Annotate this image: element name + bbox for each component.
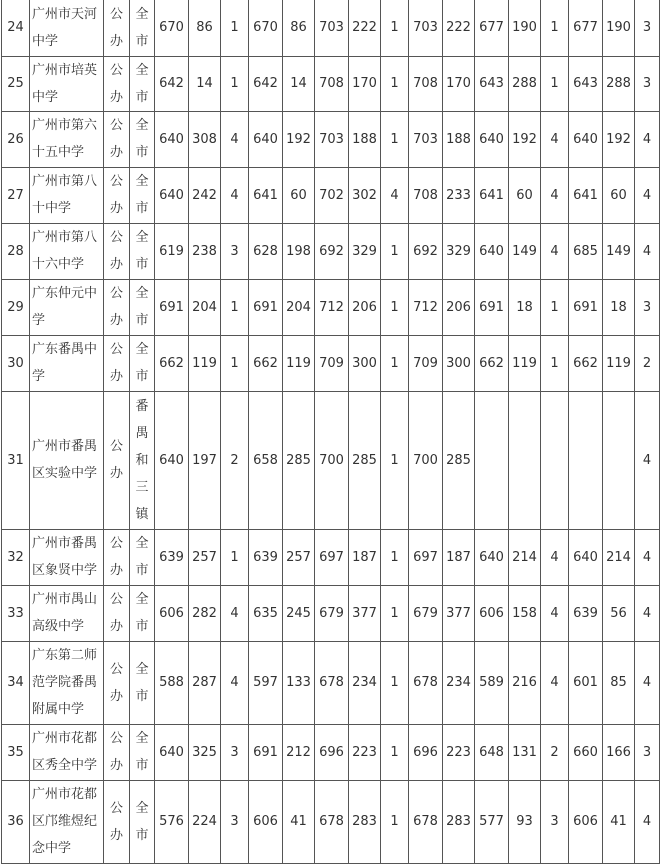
- table-row: [2, 167, 660, 223]
- score-cell: 158: [509, 585, 541, 641]
- score-cell: 119: [283, 335, 315, 391]
- school-type: 公办: [104, 223, 130, 279]
- score-cell: 4: [221, 585, 249, 641]
- score-cell: 234: [349, 641, 381, 724]
- score-cell: 86: [283, 0, 315, 56]
- score-cell: 2: [635, 335, 660, 391]
- school-name: 广州市培英中学: [30, 56, 104, 111]
- score-cell: 678: [315, 641, 349, 724]
- score-cell: 222: [349, 0, 381, 56]
- enrollment-area: 全市: [130, 223, 155, 279]
- score-cell: 606: [475, 585, 509, 641]
- score-cell: 1: [541, 0, 569, 56]
- score-cell: 287: [189, 641, 221, 724]
- score-cell: 188: [349, 111, 381, 167]
- score-cell: 60: [603, 167, 635, 223]
- score-cell: 640: [155, 391, 189, 529]
- score-cell: 670: [155, 0, 189, 56]
- score-cell: 233: [443, 167, 475, 223]
- score-cell: 1: [221, 529, 249, 585]
- score-cell: 377: [443, 585, 475, 641]
- score-cell: 642: [249, 56, 283, 111]
- score-cell: 635: [249, 585, 283, 641]
- enrollment-area: 全市: [130, 56, 155, 111]
- score-cell: 131: [509, 724, 541, 780]
- score-cell: 703: [315, 111, 349, 167]
- score-cell: 677: [569, 0, 603, 56]
- row-number: 36: [2, 780, 30, 863]
- score-cell: 285: [443, 391, 475, 529]
- score-cell: 41: [603, 780, 635, 863]
- school-name: 广州市禺山高级中学: [30, 585, 104, 641]
- admission-score-table: [1, 0, 660, 864]
- score-cell: 712: [315, 279, 349, 335]
- score-cell: 4: [541, 585, 569, 641]
- score-cell: 639: [569, 585, 603, 641]
- score-cell: 234: [443, 641, 475, 724]
- score-cell: 662: [249, 335, 283, 391]
- score-cell: 4: [541, 529, 569, 585]
- enrollment-area: 全市: [130, 585, 155, 641]
- school-type: 公办: [104, 724, 130, 780]
- enrollment-area: 全市: [130, 724, 155, 780]
- school-type: 公办: [104, 529, 130, 585]
- enrollment-area: 全市: [130, 0, 155, 56]
- score-cell: 712: [409, 279, 443, 335]
- score-cell: 660: [569, 724, 603, 780]
- score-cell: 4: [541, 167, 569, 223]
- score-cell: 238: [189, 223, 221, 279]
- score-cell: 1: [381, 335, 409, 391]
- score-cell: 190: [509, 0, 541, 56]
- table-row: [2, 529, 660, 585]
- school-name: 广州市第六十五中学: [30, 111, 104, 167]
- score-cell: 697: [315, 529, 349, 585]
- score-cell: 641: [249, 167, 283, 223]
- score-cell: 662: [569, 335, 603, 391]
- score-cell: 709: [315, 335, 349, 391]
- score-cell: 1: [381, 780, 409, 863]
- table-row: [2, 111, 660, 167]
- score-cell: 670: [249, 0, 283, 56]
- score-cell: 302: [349, 167, 381, 223]
- score-cell: 606: [249, 780, 283, 863]
- score-cell: 329: [349, 223, 381, 279]
- row-number: 27: [2, 167, 30, 223]
- row-number: 31: [2, 391, 30, 529]
- score-cell: 691: [155, 279, 189, 335]
- score-cell: [475, 391, 509, 529]
- table-row: [2, 279, 660, 335]
- score-cell: 329: [443, 223, 475, 279]
- score-cell: 4: [221, 167, 249, 223]
- table-row: [2, 335, 660, 391]
- score-cell: 188: [443, 111, 475, 167]
- row-number: 29: [2, 279, 30, 335]
- score-cell: 628: [249, 223, 283, 279]
- school-type: 公办: [104, 780, 130, 863]
- score-cell: 206: [349, 279, 381, 335]
- score-cell: 678: [315, 780, 349, 863]
- score-cell: [541, 391, 569, 529]
- enrollment-area: 全市: [130, 529, 155, 585]
- score-cell: 640: [475, 111, 509, 167]
- score-cell: 696: [315, 724, 349, 780]
- score-cell: 601: [569, 641, 603, 724]
- score-cell: 4: [635, 585, 660, 641]
- row-number: 32: [2, 529, 30, 585]
- score-cell: 149: [603, 223, 635, 279]
- score-cell: 214: [603, 529, 635, 585]
- row-number: 26: [2, 111, 30, 167]
- score-cell: 588: [155, 641, 189, 724]
- score-cell: 708: [409, 167, 443, 223]
- table-row: [2, 56, 660, 111]
- score-cell: 692: [315, 223, 349, 279]
- table-row: [2, 641, 660, 724]
- score-cell: 41: [283, 780, 315, 863]
- score-cell: 4: [635, 223, 660, 279]
- score-cell: 2: [541, 724, 569, 780]
- score-cell: 606: [155, 585, 189, 641]
- score-cell: 204: [189, 279, 221, 335]
- score-cell: 691: [475, 279, 509, 335]
- school-name: 广东第二师范学院番禺附属中学: [30, 641, 104, 724]
- score-cell: 639: [249, 529, 283, 585]
- score-cell: 1: [221, 279, 249, 335]
- score-cell: 60: [509, 167, 541, 223]
- score-cell: 1: [221, 335, 249, 391]
- score-cell: 4: [221, 641, 249, 724]
- score-cell: 1: [381, 585, 409, 641]
- score-cell: 3: [635, 0, 660, 56]
- score-cell: 1: [381, 641, 409, 724]
- score-cell: 212: [283, 724, 315, 780]
- score-cell: 4: [381, 167, 409, 223]
- score-cell: 285: [283, 391, 315, 529]
- score-cell: 619: [155, 223, 189, 279]
- score-cell: 589: [475, 641, 509, 724]
- score-cell: 641: [475, 167, 509, 223]
- score-cell: 700: [409, 391, 443, 529]
- score-cell: 678: [409, 780, 443, 863]
- table-row: [2, 391, 660, 529]
- score-cell: 377: [349, 585, 381, 641]
- score-cell: 640: [475, 529, 509, 585]
- score-cell: 14: [283, 56, 315, 111]
- score-cell: 60: [283, 167, 315, 223]
- table-row: [2, 585, 660, 641]
- score-cell: 4: [541, 223, 569, 279]
- score-cell: 3: [221, 223, 249, 279]
- score-cell: 639: [155, 529, 189, 585]
- score-cell: 1: [541, 335, 569, 391]
- enrollment-area: 全市: [130, 111, 155, 167]
- score-cell: 14: [189, 56, 221, 111]
- school-name: 广东仲元中学: [30, 279, 104, 335]
- score-cell: 640: [569, 529, 603, 585]
- score-cell: 149: [509, 223, 541, 279]
- school-name: 广州市第八十中学: [30, 167, 104, 223]
- score-cell: 119: [603, 335, 635, 391]
- score-cell: 283: [443, 780, 475, 863]
- table-row: [2, 0, 660, 56]
- score-cell: 190: [603, 0, 635, 56]
- score-cell: 288: [603, 56, 635, 111]
- score-cell: 640: [155, 167, 189, 223]
- score-cell: 642: [155, 56, 189, 111]
- score-cell: 703: [409, 0, 443, 56]
- score-cell: 703: [409, 111, 443, 167]
- score-cell: 691: [249, 724, 283, 780]
- score-cell: 223: [443, 724, 475, 780]
- school-type: 公办: [104, 641, 130, 724]
- score-cell: 678: [409, 641, 443, 724]
- score-cell: 285: [349, 391, 381, 529]
- enrollment-area: 全市: [130, 335, 155, 391]
- score-cell: 288: [509, 56, 541, 111]
- score-cell: 1: [381, 279, 409, 335]
- score-cell: 640: [249, 111, 283, 167]
- score-cell: 662: [475, 335, 509, 391]
- score-cell: 2: [221, 391, 249, 529]
- row-number: 34: [2, 641, 30, 724]
- score-cell: 640: [155, 724, 189, 780]
- score-cell: [569, 391, 603, 529]
- score-cell: 4: [635, 529, 660, 585]
- score-cell: 308: [189, 111, 221, 167]
- school-name: 广州市花都区秀全中学: [30, 724, 104, 780]
- score-cell: 166: [603, 724, 635, 780]
- score-cell: 597: [249, 641, 283, 724]
- score-cell: 300: [443, 335, 475, 391]
- school-type: 公办: [104, 0, 130, 56]
- score-cell: 708: [315, 56, 349, 111]
- score-cell: 1: [381, 56, 409, 111]
- score-cell: 93: [509, 780, 541, 863]
- score-cell: 4: [541, 111, 569, 167]
- score-cell: 3: [635, 724, 660, 780]
- score-cell: 691: [569, 279, 603, 335]
- score-cell: 4: [635, 391, 660, 529]
- row-number: 24: [2, 0, 30, 56]
- score-cell: 206: [443, 279, 475, 335]
- score-cell: 696: [409, 724, 443, 780]
- score-cell: 648: [475, 724, 509, 780]
- score-cell: 643: [569, 56, 603, 111]
- row-number: 28: [2, 223, 30, 279]
- score-cell: 1: [381, 0, 409, 56]
- school-type: 公办: [104, 585, 130, 641]
- row-number: 30: [2, 335, 30, 391]
- row-number: 35: [2, 724, 30, 780]
- score-cell: 691: [249, 279, 283, 335]
- score-cell: 643: [475, 56, 509, 111]
- score-cell: 702: [315, 167, 349, 223]
- enrollment-area: 全市: [130, 780, 155, 863]
- score-cell: [509, 391, 541, 529]
- score-cell: 1: [541, 56, 569, 111]
- score-cell: 170: [349, 56, 381, 111]
- score-cell: 606: [569, 780, 603, 863]
- table-row: [2, 223, 660, 279]
- score-cell: 1: [381, 223, 409, 279]
- score-cell: 85: [603, 641, 635, 724]
- enrollment-area: 全市: [130, 641, 155, 724]
- score-cell: 282: [189, 585, 221, 641]
- score-cell: 640: [475, 223, 509, 279]
- score-cell: 192: [603, 111, 635, 167]
- score-cell: 1: [381, 724, 409, 780]
- score-cell: 257: [283, 529, 315, 585]
- score-cell: 187: [443, 529, 475, 585]
- score-cell: 677: [475, 0, 509, 56]
- score-cell: 192: [509, 111, 541, 167]
- score-cell: 325: [189, 724, 221, 780]
- score-cell: 222: [443, 0, 475, 56]
- score-cell: 4: [635, 111, 660, 167]
- score-cell: 119: [189, 335, 221, 391]
- school-name: 广州市第八十六中学: [30, 223, 104, 279]
- score-cell: 3: [541, 780, 569, 863]
- score-cell: 577: [475, 780, 509, 863]
- school-name: 广州市番禺区象贤中学: [30, 529, 104, 585]
- score-cell: 709: [409, 335, 443, 391]
- score-cell: 216: [509, 641, 541, 724]
- school-type: 公办: [104, 167, 130, 223]
- score-cell: 170: [443, 56, 475, 111]
- score-cell: 1: [381, 111, 409, 167]
- school-name: 广州市天河中学: [30, 0, 104, 56]
- score-cell: 1: [381, 529, 409, 585]
- score-cell: 245: [283, 585, 315, 641]
- score-cell: 3: [221, 780, 249, 863]
- score-cell: 662: [155, 335, 189, 391]
- row-number: 25: [2, 56, 30, 111]
- score-cell: 56: [603, 585, 635, 641]
- school-type: 公办: [104, 56, 130, 111]
- score-cell: 679: [315, 585, 349, 641]
- score-cell: 204: [283, 279, 315, 335]
- score-cell: 1: [221, 56, 249, 111]
- score-cell: 283: [349, 780, 381, 863]
- school-name: 广州市番禺区实验中学: [30, 391, 104, 529]
- school-type: 公办: [104, 391, 130, 529]
- score-cell: 640: [569, 111, 603, 167]
- score-cell: 257: [189, 529, 221, 585]
- score-cell: 192: [283, 111, 315, 167]
- score-cell: 1: [541, 279, 569, 335]
- score-cell: 4: [635, 641, 660, 724]
- score-cell: 18: [603, 279, 635, 335]
- score-cell: 679: [409, 585, 443, 641]
- score-cell: 197: [189, 391, 221, 529]
- score-cell: 119: [509, 335, 541, 391]
- score-cell: 640: [155, 111, 189, 167]
- score-cell: 4: [221, 111, 249, 167]
- score-cell: 703: [315, 0, 349, 56]
- score-cell: 224: [189, 780, 221, 863]
- score-cell: 4: [635, 167, 660, 223]
- table-row: [2, 780, 660, 863]
- score-cell: 214: [509, 529, 541, 585]
- score-cell: 708: [409, 56, 443, 111]
- score-cell: 658: [249, 391, 283, 529]
- score-cell: 641: [569, 167, 603, 223]
- score-cell: 133: [283, 641, 315, 724]
- school-type: 公办: [104, 111, 130, 167]
- enrollment-area: 番禺和三镇: [130, 391, 155, 529]
- score-cell: 1: [381, 391, 409, 529]
- score-cell: 700: [315, 391, 349, 529]
- score-cell: 685: [569, 223, 603, 279]
- score-cell: 4: [635, 780, 660, 863]
- school-type: 公办: [104, 279, 130, 335]
- score-cell: 242: [189, 167, 221, 223]
- score-cell: [603, 391, 635, 529]
- row-number: 33: [2, 585, 30, 641]
- table-body: [2, 0, 660, 863]
- table-row: [2, 724, 660, 780]
- school-name: 广州市花都区邝维煜纪念中学: [30, 780, 104, 863]
- school-name: 广东番禺中学: [30, 335, 104, 391]
- enrollment-area: 全市: [130, 279, 155, 335]
- score-cell: 18: [509, 279, 541, 335]
- score-cell: 3: [635, 279, 660, 335]
- score-cell: 4: [541, 641, 569, 724]
- score-cell: 300: [349, 335, 381, 391]
- score-cell: 3: [635, 56, 660, 111]
- score-cell: 3: [221, 724, 249, 780]
- score-cell: 86: [189, 0, 221, 56]
- enrollment-area: 全市: [130, 167, 155, 223]
- score-cell: 187: [349, 529, 381, 585]
- school-type: 公办: [104, 335, 130, 391]
- score-cell: 1: [221, 0, 249, 56]
- score-cell: 223: [349, 724, 381, 780]
- score-cell: 697: [409, 529, 443, 585]
- score-cell: 198: [283, 223, 315, 279]
- score-cell: 692: [409, 223, 443, 279]
- score-cell: 576: [155, 780, 189, 863]
